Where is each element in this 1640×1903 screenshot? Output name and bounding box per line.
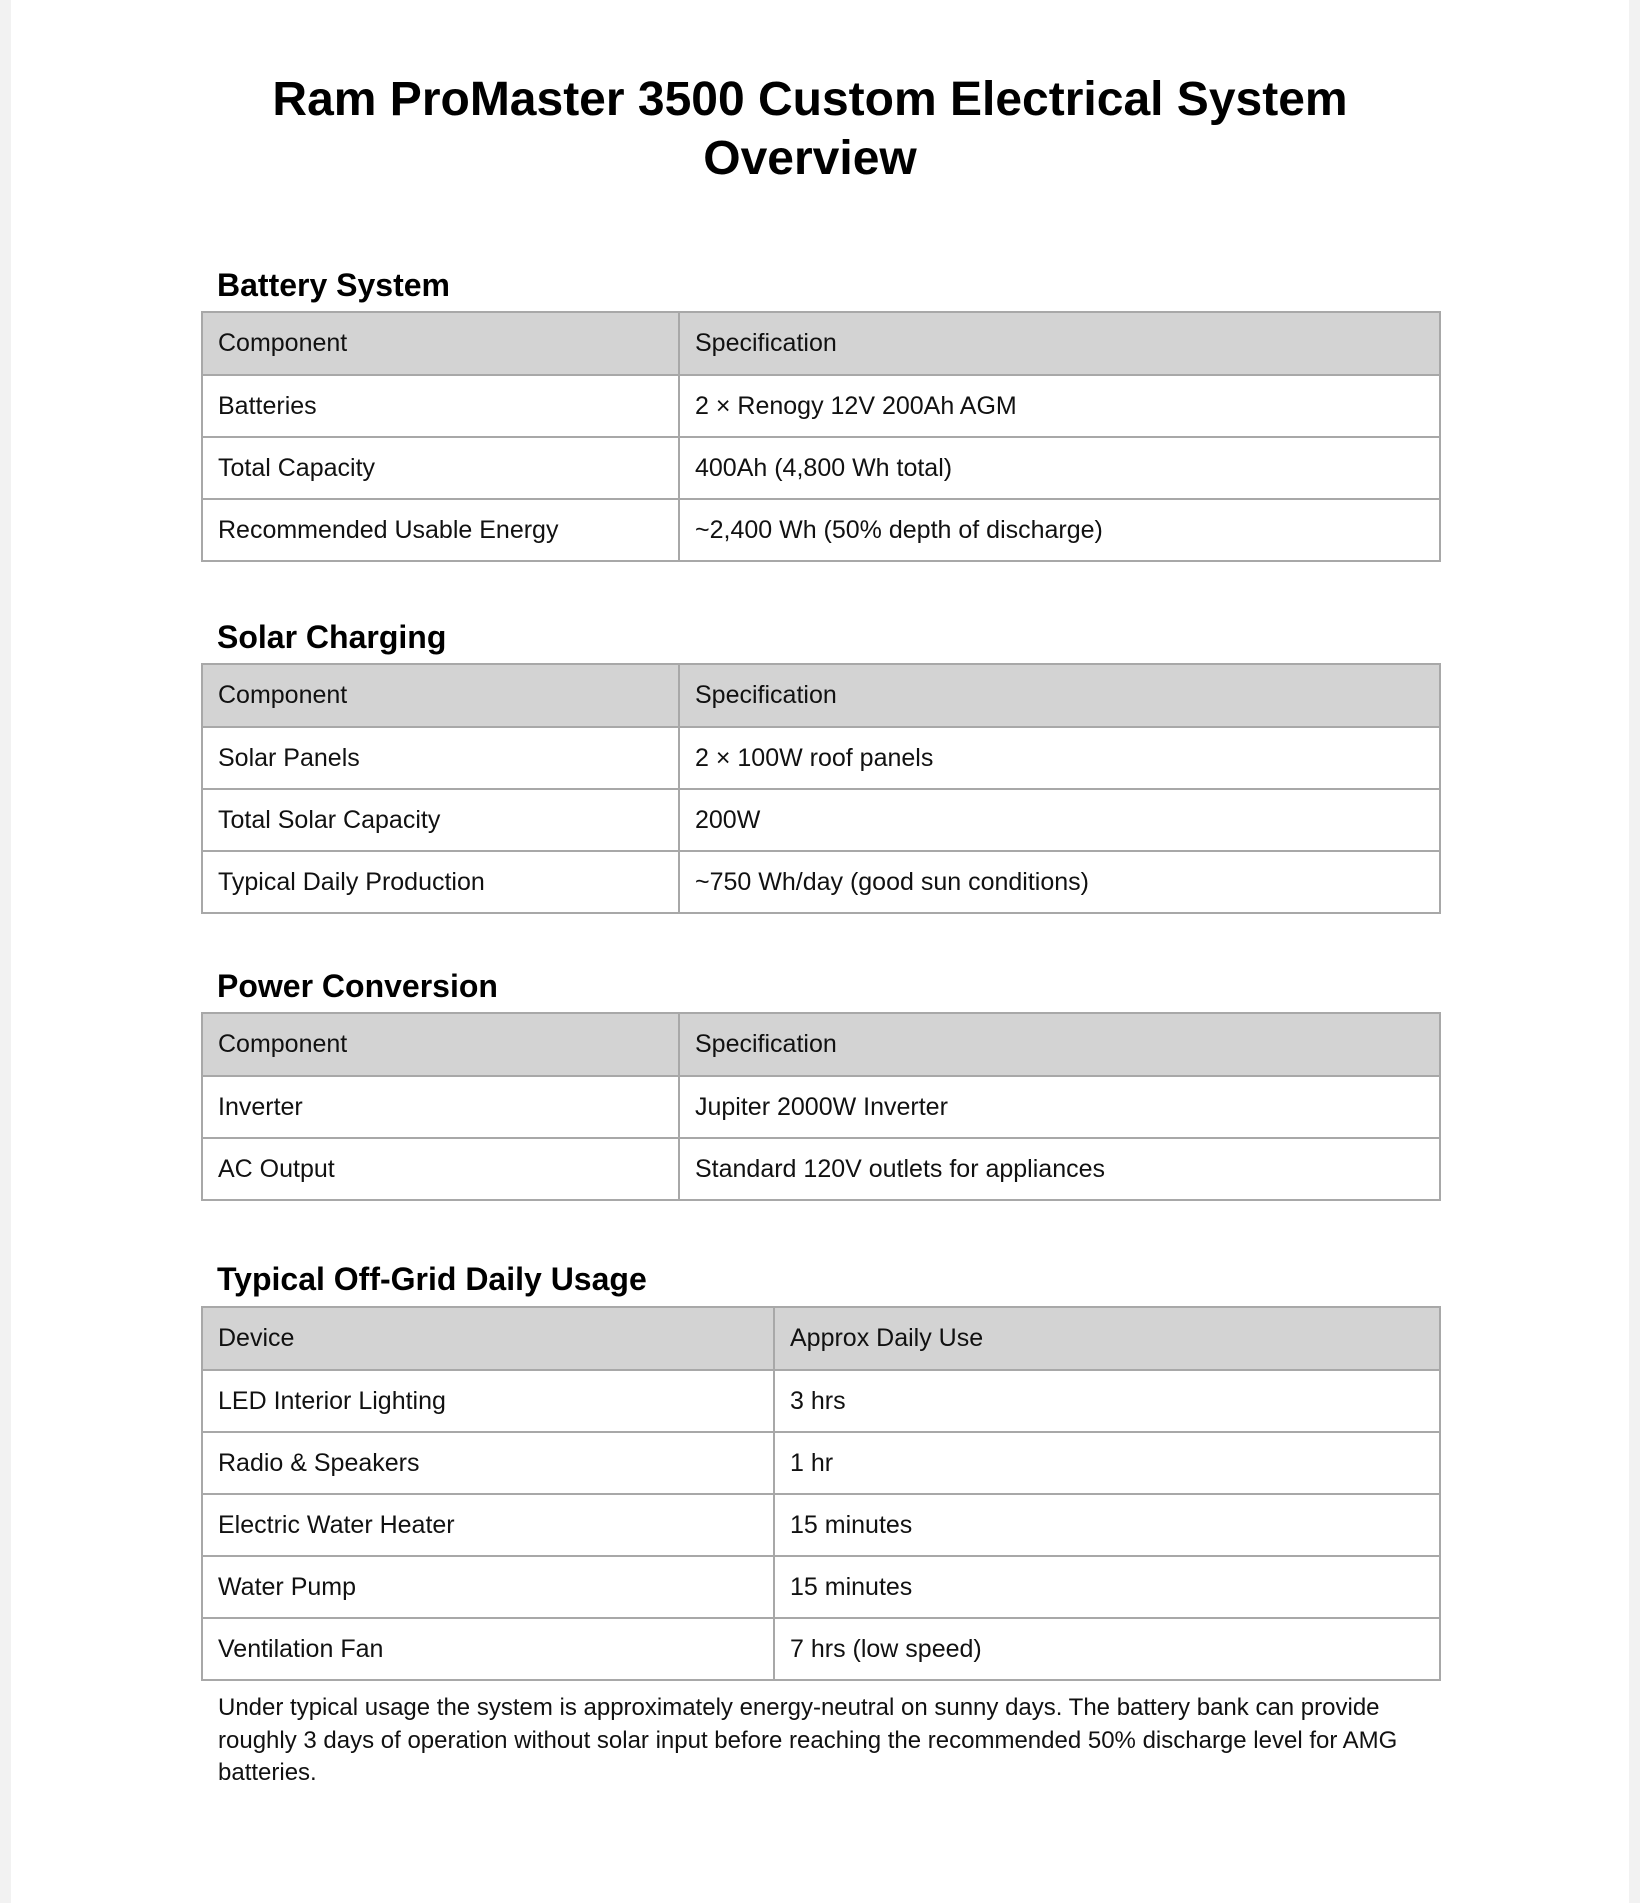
cell-specification: 200W	[679, 789, 1440, 851]
summary-paragraph: Under typical usage the system is approximately energy-neutral on sunny days. The battery bank can provide roughly 3 days of operation without solar input before reaching the recommended 50% discharge level for AMG batteries.	[218, 1694, 1398, 1786]
daily-usage-table	[201, 1306, 1441, 1681]
cell-specification: 2 × 100W roof panels	[679, 727, 1440, 789]
cell-component: AC Output	[202, 1138, 679, 1200]
table-header-row	[202, 1307, 1440, 1370]
table-row	[202, 437, 1440, 499]
section-heading-power-conversion: Power Conversion	[217, 968, 498, 1004]
cell-daily-use: 1 hr	[774, 1432, 1440, 1494]
cell-device: Electric Water Heater	[202, 1494, 774, 1556]
cell-specification: 400Ah (4,800 Wh total)	[679, 437, 1440, 499]
power-conversion-table	[201, 1012, 1441, 1201]
table-row	[202, 851, 1440, 913]
column-header-specification: Specification	[679, 312, 1440, 375]
cell-specification: 2 × Renogy 12V 200Ah AGM	[679, 375, 1440, 437]
cell-device: LED Interior Lighting	[202, 1370, 774, 1432]
column-header-component: Component	[202, 1013, 679, 1076]
cell-specification: ~750 Wh/day (good sun conditions)	[679, 851, 1440, 913]
column-header-component: Component	[202, 664, 679, 727]
cell-component: Recommended Usable Energy	[202, 499, 679, 561]
cell-component: Inverter	[202, 1076, 679, 1138]
column-header-specification: Specification	[679, 664, 1440, 727]
cell-device: Ventilation Fan	[202, 1618, 774, 1680]
table-row	[202, 1618, 1440, 1680]
column-header-specification: Specification	[679, 1013, 1440, 1076]
section-heading-daily-usage: Typical Off-Grid Daily Usage	[217, 1261, 647, 1297]
column-header-approx-daily-use: Approx Daily Use	[774, 1307, 1440, 1370]
table-header-row	[202, 1013, 1440, 1076]
cell-component: Typical Daily Production	[202, 851, 679, 913]
table-header-row	[202, 664, 1440, 727]
table-header-row	[202, 312, 1440, 375]
table-row	[202, 375, 1440, 437]
column-header-component: Component	[202, 312, 679, 375]
table-row	[202, 789, 1440, 851]
document-page	[11, 0, 1629, 1903]
page-title-line-1: Ram ProMaster 3500 Custom Electrical System	[272, 73, 1348, 126]
cell-component: Total Solar Capacity	[202, 789, 679, 851]
cell-component: Batteries	[202, 375, 679, 437]
cell-device: Water Pump	[202, 1556, 774, 1618]
section-heading-battery-system: Battery System	[217, 267, 450, 303]
table-row	[202, 1432, 1440, 1494]
cell-component: Total Capacity	[202, 437, 679, 499]
table-row	[202, 727, 1440, 789]
solar-charging-table	[201, 663, 1441, 914]
column-header-device: Device	[202, 1307, 774, 1370]
table-row	[202, 1494, 1440, 1556]
section-heading-solar-charging: Solar Charging	[217, 619, 447, 655]
table-row	[202, 1076, 1440, 1138]
cell-device: Radio & Speakers	[202, 1432, 774, 1494]
cell-daily-use: 15 minutes	[774, 1556, 1440, 1618]
cell-daily-use: 15 minutes	[774, 1494, 1440, 1556]
table-row	[202, 499, 1440, 561]
cell-daily-use: 7 hrs (low speed)	[774, 1618, 1440, 1680]
cell-daily-use: 3 hrs	[774, 1370, 1440, 1432]
table-row	[202, 1138, 1440, 1200]
table-row	[202, 1370, 1440, 1432]
page-title	[11, 70, 1609, 188]
page-title-line-2: Overview	[703, 132, 917, 185]
table-row	[202, 1556, 1440, 1618]
battery-system-table	[201, 311, 1441, 562]
cell-specification: Standard 120V outlets for appliances	[679, 1138, 1440, 1200]
cell-specification: Jupiter 2000W Inverter	[679, 1076, 1440, 1138]
cell-specification: ~2,400 Wh (50% depth of discharge)	[679, 499, 1440, 561]
cell-component: Solar Panels	[202, 727, 679, 789]
